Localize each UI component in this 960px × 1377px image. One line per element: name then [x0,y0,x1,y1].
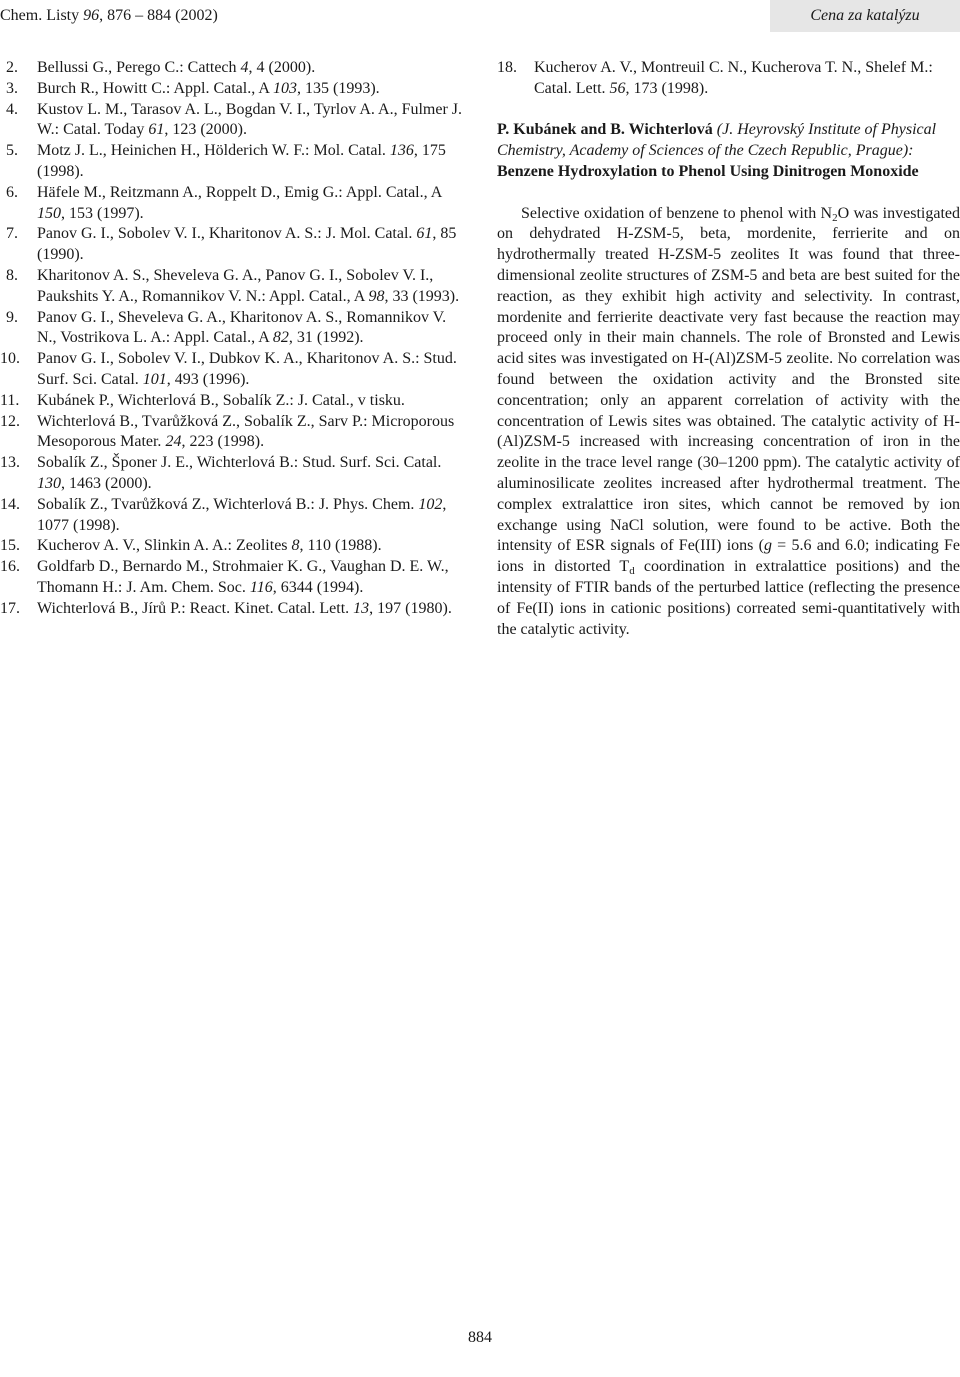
reference-text: , 153 (1997). [61,204,144,222]
reference-item [0,349,463,391]
reference-volume: 82 [272,329,289,347]
reference-text: , 6344 (1994). [272,578,364,596]
reference-volume: 101 [142,370,167,388]
reference-text: , 85 (1990). [37,225,457,264]
reference-text: Panov G. I., Sobolev V. I., Kharitonov A. S.: J. Mol. Catal. [37,225,417,243]
reference-number: 8. [6,266,18,284]
reference-volume: 24 [165,433,182,451]
reference-text: , 197 (1980). [369,599,452,617]
td-subscript: d [629,565,635,578]
reference-volume: 98 [368,287,385,305]
reference-text: Bellussi G., Perego C.: Cattech [37,59,241,76]
reference-item [0,391,463,412]
reference-volume: 116 [249,578,273,596]
reference-item [0,453,463,495]
reference-item [0,557,463,599]
journal-volume: 96 [83,7,100,24]
abstract-body [497,204,960,641]
reference-number: 13. [0,454,20,472]
reference-text: Panov G. I., Sheveleva G. A., Kharitonov A. S., Romannikov V. N., Vostrikova L. A.: Appl. Catal., A [37,308,447,347]
reference-number: 5. [6,142,18,160]
reference-volume: 8 [291,537,300,555]
reference-text: , 33 (1993). [384,287,460,305]
reference-volume: 102 [418,495,443,513]
reference-number: 18. [497,59,517,76]
abstract-text-3: = 5.6 and 6.0; indicating Fe ions in distorted T [497,537,960,576]
reference-text: , 1463 (2000). [61,474,152,492]
reference-text: , 493 (1996). [166,370,250,388]
reference-text: Sobalík Z., Šponer J. E., Wichterlová B.: Stud. Surf. Sci. Catal. [37,454,442,472]
reference-text: , 123 (2000). [164,121,247,139]
reference-number: 7. [6,225,18,243]
reference-volume: 61 [416,225,433,243]
abstract-text-4: coordination in extralattice positions) and the intensity of FTIR bands of the perturbed lattice (reflecting the presence of Fe(II) ions in cationic positions) correated semi-quantitatively with the catalytic activity. [497,558,960,638]
g-factor-symbol: g [763,537,772,555]
section-label: Cena za katalýzu [770,0,960,32]
abstract-title: Benzene Hydroxylation to Phenol Using Dinitrogen Monoxide [497,162,919,180]
reference-item [0,536,463,557]
reference-text: Panov G. I., Sobolev V. I., Dubkov K. A., Kharitonov A. S.: Stud. Surf. Sci. Catal. [37,350,457,388]
abstract-authors: P. Kubánek and B. Wichterlová [497,121,713,139]
reference-text: , 173 (1998). [625,79,709,97]
reference-item [0,100,463,142]
reference-volume: 136 [389,142,414,160]
journal-citation [0,6,218,26]
reference-text: , 31 (1992). [288,329,364,347]
reference-text: Kustov L. M., Tarasov A. L., Bogdan V. I., Tyrlov A. A., Fulmer J. W.: Catal. Today [37,100,463,139]
abstract-heading [497,120,960,182]
reference-text: , 135 (1993). [297,79,380,97]
reference-volume: 130 [37,474,61,492]
left-column [0,58,463,620]
abstract-text-1: Selective oxidation of benzene to phenol with N [521,204,833,222]
reference-volume: 4 [240,59,249,76]
reference-item [0,599,463,620]
reference-text: , 1077 (1998). [37,495,447,534]
reference-item [0,308,463,350]
reference-text: Wichterlová B., Tvarůžková Z., Sobalík Z., Sarv P.: Microporous Mesoporous Mater. [37,412,455,451]
reference-volume: 13 [353,599,370,617]
n2o-subscript: 2 [832,211,838,224]
reference-text: Wichterlová B., Jírů P.: React. Kinet. Catal. Lett. [37,599,354,617]
reference-item [0,141,463,183]
reference-text: Sobalík Z., Tvarůžková Z., Wichterlová B.: J. Phys. Chem. [37,495,419,513]
abstract-text-2: O was investigated on dehydrated H-ZSM-5, beta, mordenite, ferrierite and on hydrothermally treated H-ZSM-5 zeolites It was found that three-dimensional zeolite structures of ZSM-5 and beta are best suited for the reaction, as they exhibit high activity and selectivity. In contrast, mordenite and ferrierite deactivate very fast because the reaction may proceed only in their main channels. The role of Bronsted and Lewis acid sites was investigated on H-(Al)ZSM-5 zeolite. No correlation was found between the oxidation activity and the Bronsted site concentration; only an apparent correlation of activity with the concentration of Lewis sites was obtained. The catalytic activity of H-(Al)ZSM-5 increased with increasing concentration of iron in the zeolite in the trace level range (30–1200 ppm). The catalytic activity of aluminosilicate zeolites increased after hydrothermal treatment. The complex extralattice iron sites, which cannot be removed by ion exchange using NaCl solution, were found to be active. Both the intensity of ESR signals of Fe(III) ions ( [497,204,960,555]
abstract-affiliation: (J. Heyrovský Institute of Physical Chemistry, Academy of Sciences of the Czech Republic, Prague): [497,121,937,160]
reference-item [0,183,463,225]
reference-number: 14. [0,495,20,513]
reference-text: , 4 (2000). [248,59,316,76]
reference-text: Kharitonov A. S., Sheveleva G. A., Panov G. I., Sobolev V. I., Paukshits Y. A., Romannikov V. N.: Appl. Catal., A [37,266,434,305]
reference-number: 11. [0,391,20,409]
reference-item [0,79,463,100]
reference-number: 17. [0,599,20,617]
reference-item [0,58,463,79]
reference-number: 15. [0,537,20,555]
reference-item [0,412,463,454]
reference-text: Kucherov A. V., Slinkin A. A.: Zeolites [37,537,292,555]
reference-volume: 61 [148,121,165,139]
reference-volume: 103 [273,79,298,97]
reference-list-left [0,58,463,620]
reference-text: Kubánek P., Wichterlová B., Sobalík Z.: J. Catal., v tisku. [37,391,405,409]
reference-text: Häfele M., Reitzmann A., Roppelt D., Emig G.: Appl. Catal., A [37,183,442,201]
reference-number: 2. [6,59,18,76]
reference-number: 16. [0,558,20,576]
reference-text: Motz J. L., Heinichen H., Hölderich W. F.: Mol. Catal. [37,142,390,160]
reference-text: , 175 (1998). [37,142,446,180]
reference-item [0,495,463,537]
reference-number: 10. [0,350,20,368]
reference-text: Goldfarb D., Bernardo M., Strohmaier K. G., Vaughan D. E. W., Thomann H.: J. Am. Chem. Soc. [37,558,449,596]
reference-item [497,58,960,100]
reference-volume: 56 [609,79,626,97]
journal-pages: , 876 – 884 (2002) [99,7,218,24]
reference-volume: 150 [37,204,61,222]
right-column [497,58,960,640]
reference-number: 6. [6,183,18,201]
page-header [0,0,960,32]
reference-text: , 110 (1988). [299,537,382,555]
page-number: 884 [468,1329,492,1346]
journal-name: Chem. Listy [0,7,84,24]
reference-text: , 223 (1998). [181,433,265,451]
reference-text: Kucherov A. V., Montreuil C. N., Kucherova T. N., Shelef M.: Catal. Lett. [534,59,933,97]
reference-number: 3. [6,79,18,97]
reference-text: Burch R., Howitt C.: Appl. Catal., A [37,79,274,97]
reference-number: 4. [6,100,18,118]
reference-item [0,266,463,308]
reference-item [0,224,463,266]
reference-number: 9. [6,308,18,326]
reference-number: 12. [0,412,20,430]
reference-list-right [497,58,960,100]
